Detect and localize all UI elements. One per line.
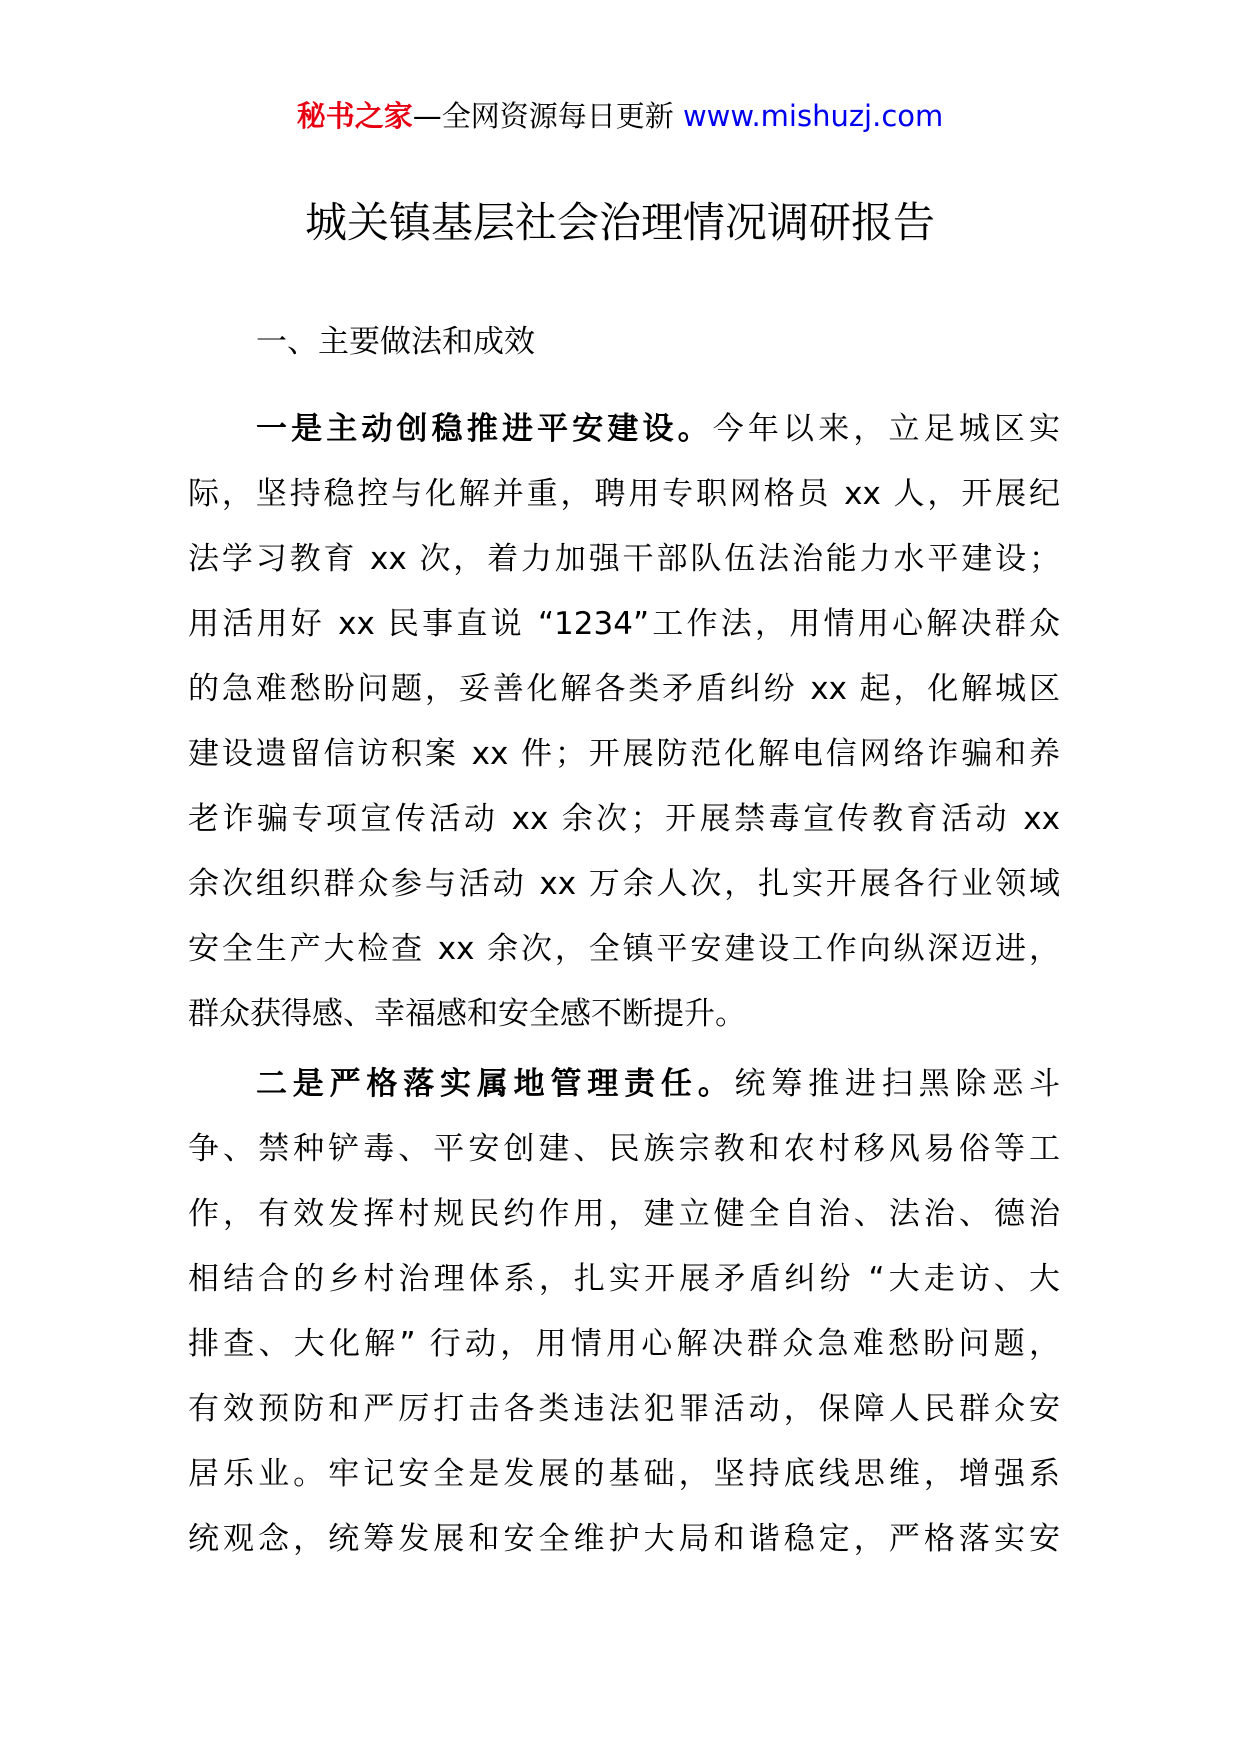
paragraph-text: 今年以来，立足城区实 [712, 411, 1061, 447]
watermark-header [0, 98, 1240, 136]
paragraph-line [188, 1052, 1060, 1117]
paragraph-1 [188, 397, 1060, 1047]
paragraph-line: 际，坚持稳控与化解并重，聘用专职网格员 xx 人，开展纪 [188, 476, 1060, 512]
paragraph-2 [188, 1052, 1060, 1572]
paragraph-line: 居乐业。牢记安全是发展的基础，坚持底线思维，增强系 [188, 1456, 1060, 1492]
paragraph-line: 老诈骗专项宣传活动 xx 余次；开展禁毒宣传教育活动 xx [188, 801, 1060, 837]
brand-name: 秘书之家 [296, 99, 413, 133]
paragraph-line: 统观念，统筹发展和安全维护大局和谐稳定，严格落实安 [188, 1521, 1060, 1557]
brand-tagline: —全网资源每日更新 [412, 99, 674, 133]
paragraph-line: 建设遗留信访积案 xx 件；开展防范化解电信网络诈骗和养 [188, 736, 1060, 772]
paragraph-line: 群众获得感、幸福感和安全感不断提升。 [188, 996, 746, 1032]
paragraph-line: 作，有效发挥村规民约作用，建立健全自治、法治、德治 [188, 1196, 1060, 1232]
paragraph-line: 相结合的乡村治理体系，扎实开展矛盾纠纷 “大走访、大 [188, 1261, 1060, 1297]
document-title: 城关镇基层社会治理情况调研报告 [304, 198, 935, 247]
paragraph-lead: 一是主动创稳推进平安建设。 [256, 411, 713, 447]
paragraph-line [188, 397, 1060, 462]
paragraph-line: 用活用好 xx 民事直说 “1234”工作法，用情用心解决群众 [188, 606, 1060, 642]
paragraph-line: 的急难愁盼问题，妥善化解各类矛盾纠纷 xx 起，化解城区 [188, 671, 1060, 707]
site-url[interactable]: www.mishuzj.com [682, 99, 944, 133]
paragraph-lead: 二是严格落实属地管理责任。 [256, 1066, 735, 1102]
paragraph-line: 余次组织群众参与活动 xx 万余人次，扎实开展各行业领域 [188, 866, 1060, 902]
paragraph-text: 统筹推进扫黑除恶斗 [734, 1066, 1061, 1102]
paragraph-line: 排查、大化解” 行动，用情用心解决群众急难愁盼问题， [188, 1326, 1060, 1362]
paragraph-line: 法学习教育 xx 次，着力加强干部队伍法治能力水平建设； [188, 541, 1060, 577]
paragraph-line: 争、禁种铲毒、平安创建、民族宗教和农村移风易俗等工 [188, 1131, 1060, 1167]
section-heading: 一、主要做法和成效 [256, 324, 535, 360]
paragraph-line: 安全生产大检查 xx 余次，全镇平安建设工作向纵深迈进， [188, 931, 1060, 967]
paragraph-line: 有效预防和严厉打击各类违法犯罪活动，保障人民群众安 [188, 1391, 1060, 1427]
